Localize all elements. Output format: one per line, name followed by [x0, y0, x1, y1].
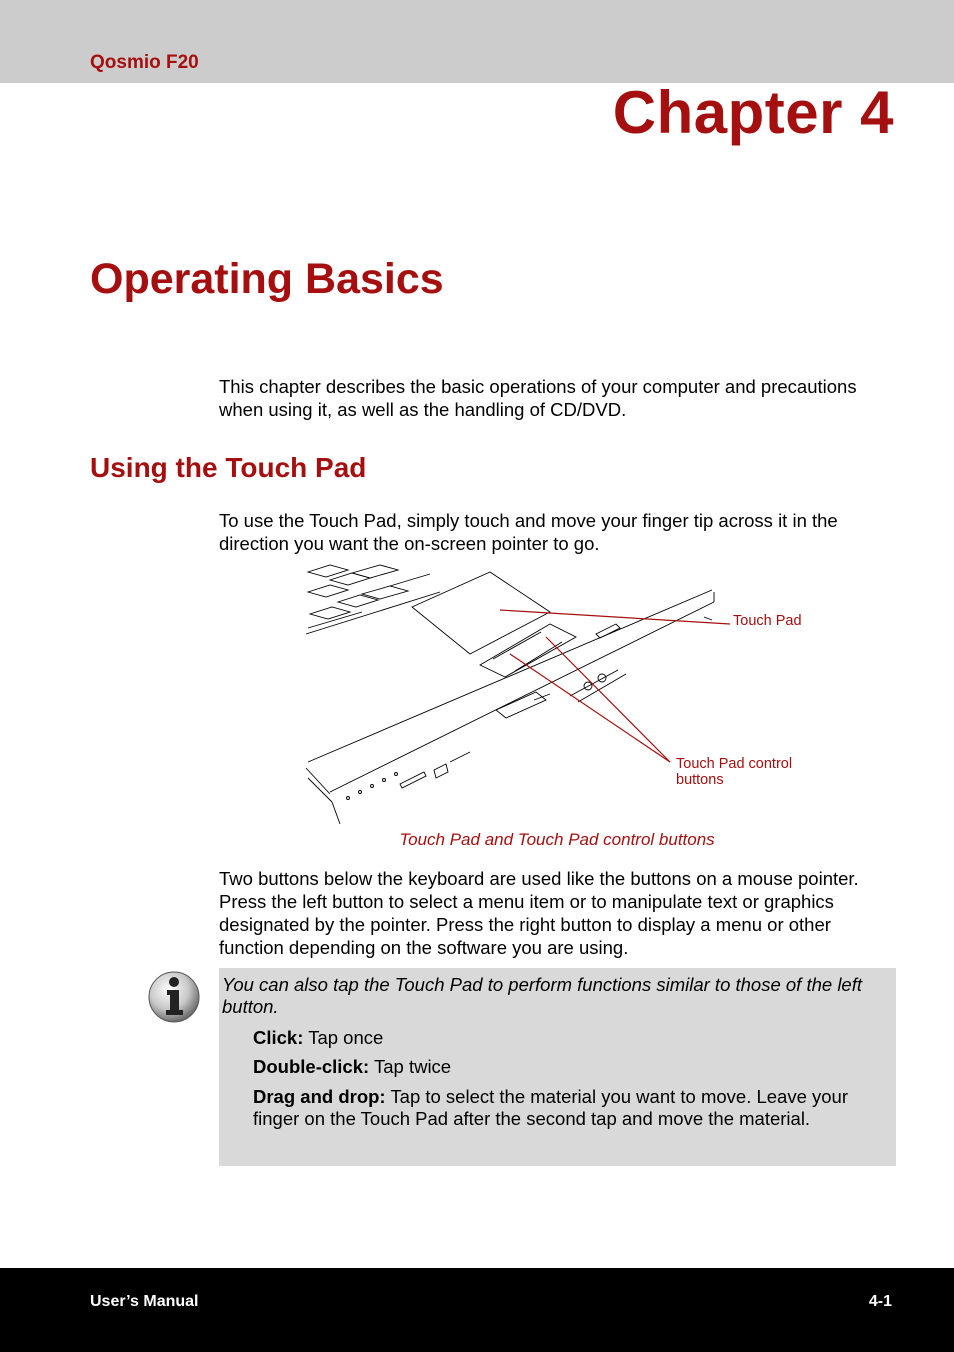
- figure-caption: Touch Pad and Touch Pad control buttons: [399, 830, 715, 849]
- note-desc: Tap to select the material you want to move. Leave your finger on the Touch Pad after the second tap and move the material.: [253, 1086, 849, 1129]
- buttons-label-line1: Touch Pad control: [676, 756, 793, 772]
- footer-page-number: 4-1: [868, 1293, 892, 1310]
- note-desc: Tap twice: [369, 1056, 452, 1077]
- note-item-click: [253, 1027, 883, 1049]
- buttons-leader-line-2: [546, 637, 670, 762]
- footer-manual-title: User’s Manual: [90, 1293, 199, 1310]
- subsection-title: Using the Touch Pad: [90, 452, 367, 483]
- buttons-paragraph: Two buttons below the keyboard are used like the buttons on a mouse pointer. Press the left button to select a menu item or to manipulate text or graphics designated by the pointer. Press the right button to display a menu or other function depending on the software you are using.: [219, 868, 859, 958]
- note-term: Drag and drop:: [253, 1086, 386, 1107]
- section-title: Operating Basics: [90, 255, 444, 303]
- touchpad-figure: [300, 562, 820, 827]
- note-box: [219, 968, 896, 1166]
- note-term: Click:: [253, 1027, 304, 1048]
- touchpad-shape: [412, 572, 550, 654]
- note-intro: You can also tap the Touch Pad to perform functions similar to those of the left button.: [222, 974, 862, 1017]
- buttons-leader-line-1: [510, 654, 670, 762]
- touchpad-leader-line: [500, 610, 730, 624]
- touchpad-paragraph: To use the Touch Pad, simply touch and move your finger tip across it in the direction you want the on-screen pointer to go.: [219, 510, 838, 554]
- note-item-drag-and-drop: [253, 1086, 883, 1130]
- touchpad-label: Touch Pad: [733, 613, 802, 629]
- chapter-title: Chapter 4: [612, 79, 894, 146]
- key-shape: [308, 565, 348, 577]
- note-item-double-click: [253, 1056, 883, 1078]
- note-term: Double-click:: [253, 1056, 370, 1077]
- note-desc: Tap once: [303, 1027, 384, 1048]
- laptop-illustration: [300, 562, 820, 827]
- intro-paragraph: This chapter describes the basic operations of your computer and precautions when using it, as well as the handling of CD/DVD.: [219, 376, 857, 420]
- touchpad-buttons-shape: [480, 624, 576, 677]
- info-icon: [147, 970, 201, 1024]
- buttons-label-line2: buttons: [676, 772, 724, 788]
- header-product-name: Qosmio F20: [90, 52, 199, 73]
